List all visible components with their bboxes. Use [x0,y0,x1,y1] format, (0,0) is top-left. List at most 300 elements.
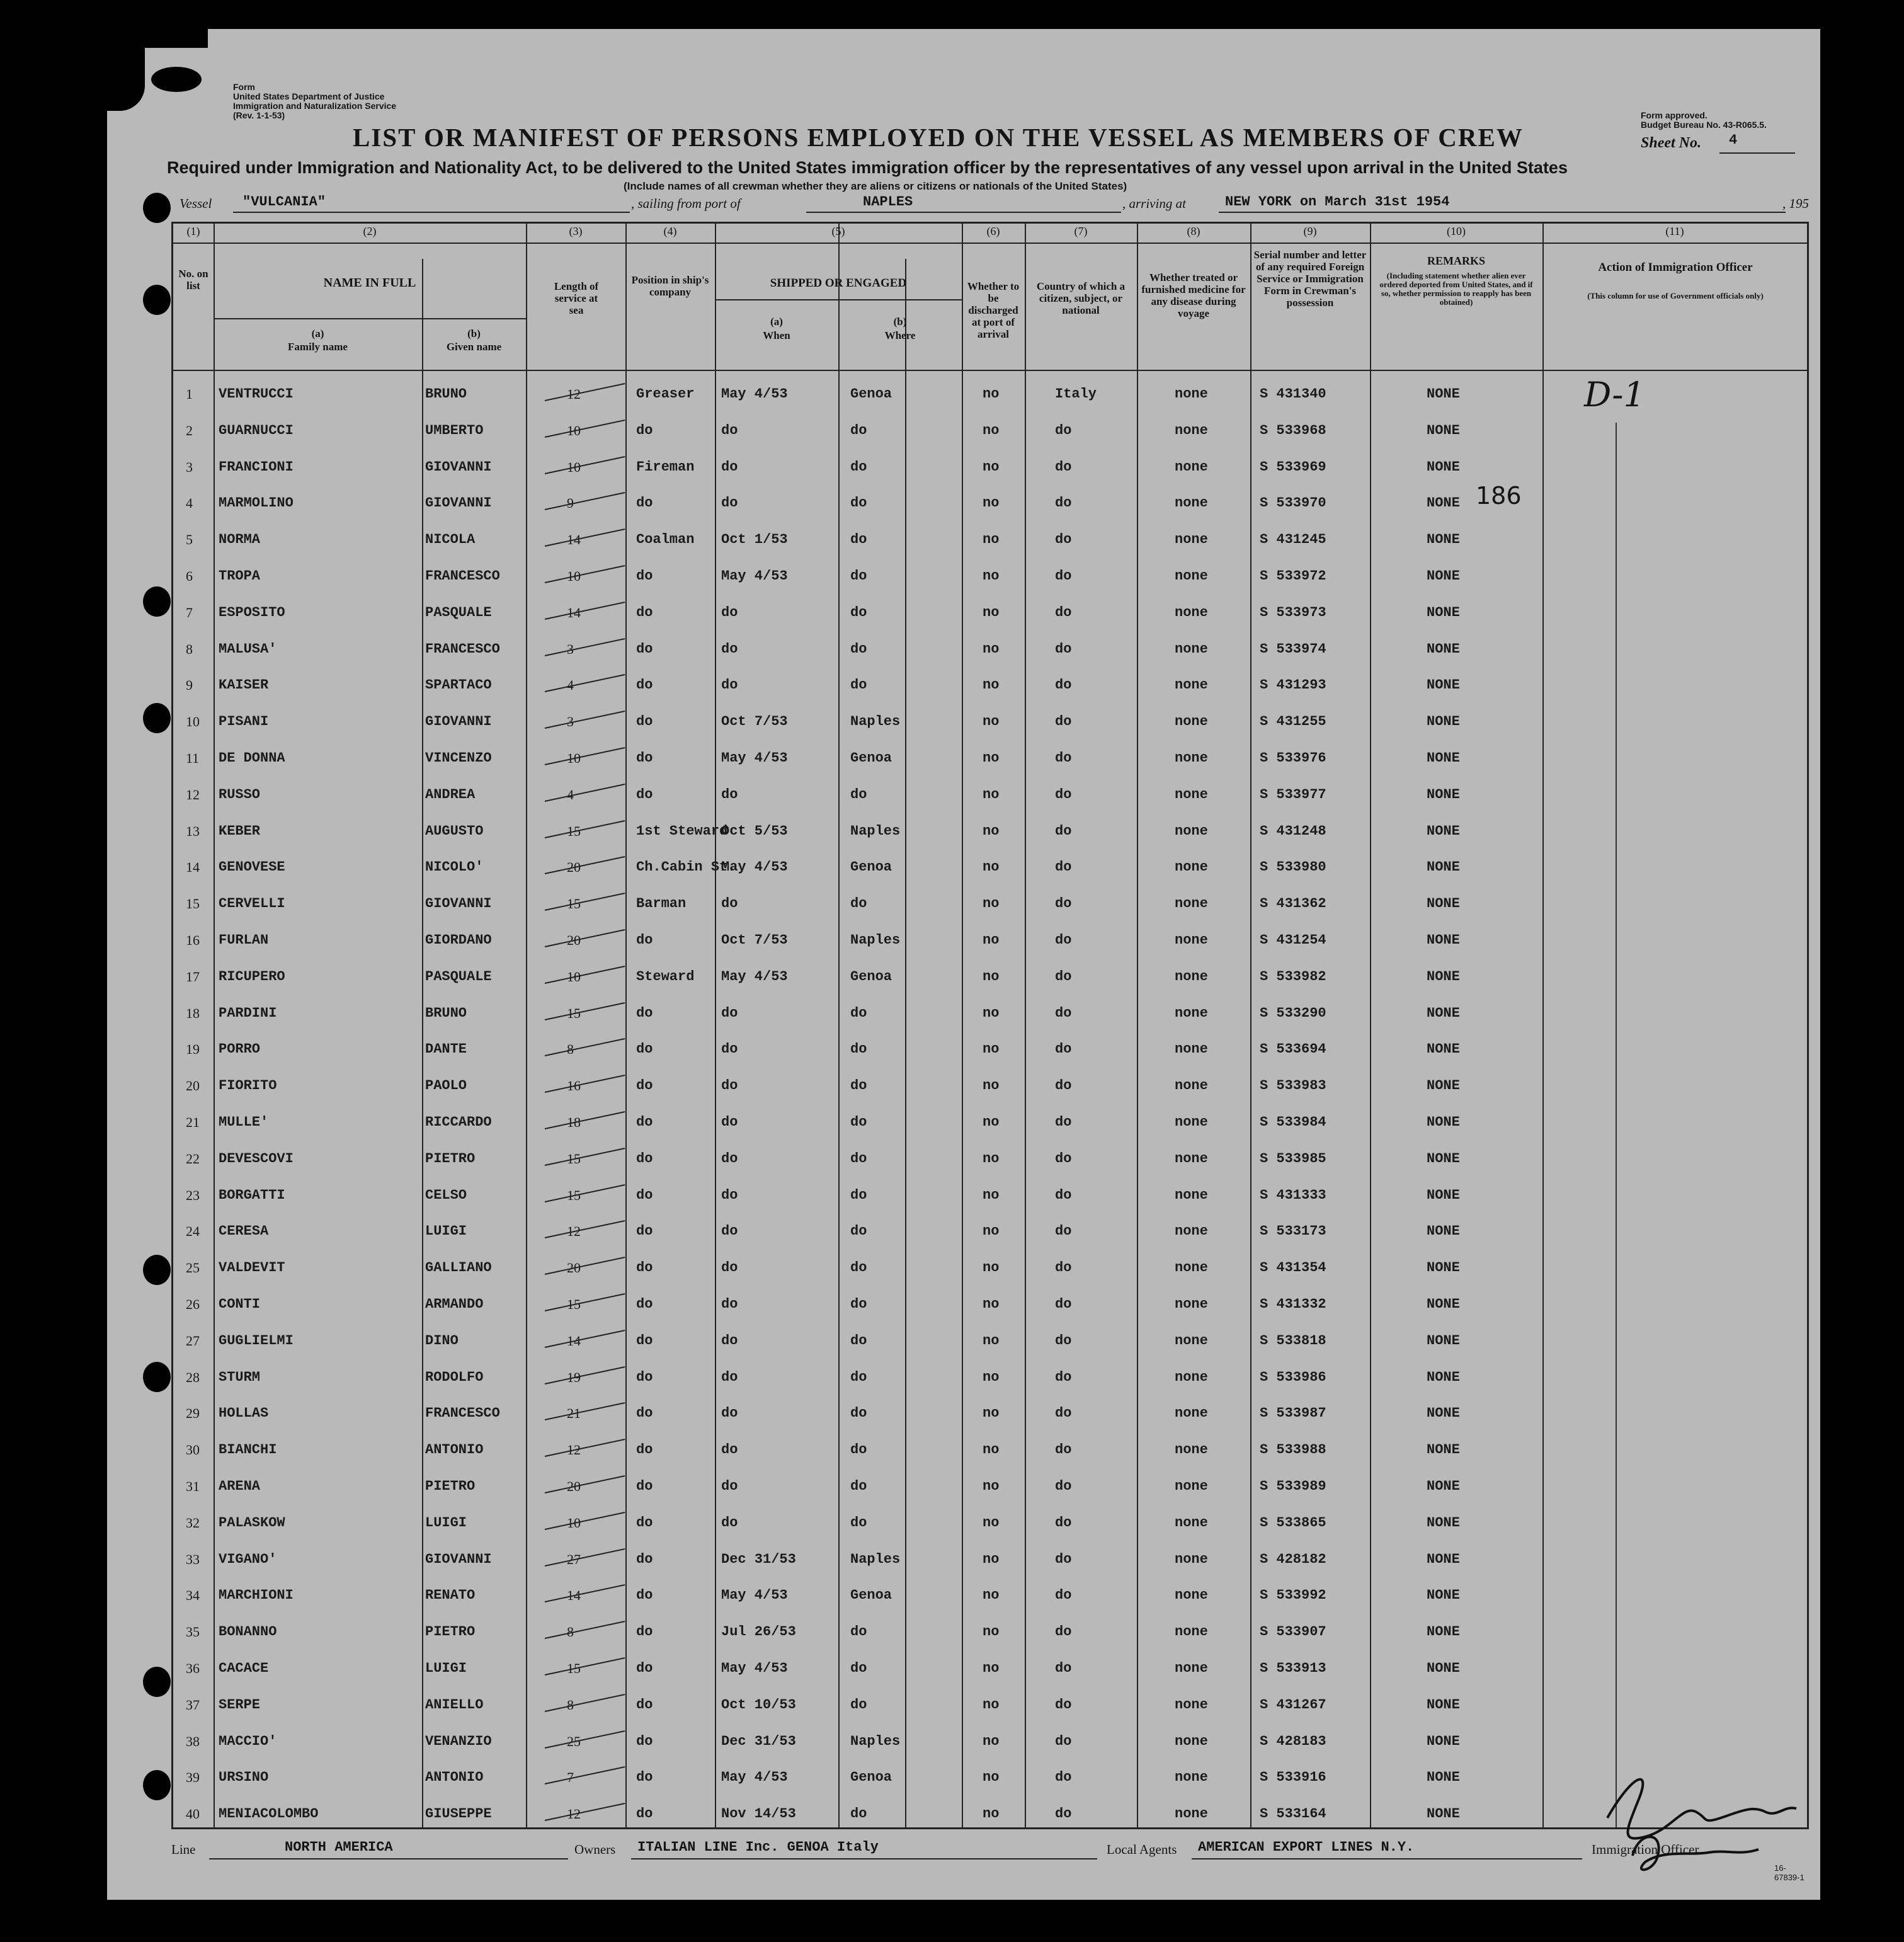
discharged-cell: no [983,1223,1000,1240]
row-number: 1 [186,386,193,402]
check-mark [545,1766,625,1785]
country-cell: do [1055,1187,1072,1203]
country-cell: do [1055,1041,1072,1058]
table-row [173,921,1807,957]
check-mark [545,565,625,583]
family-name-cell: SERPE [219,1696,261,1713]
country-cell: do [1055,1478,1072,1494]
form-id-line: United States Department of Justice [233,91,385,101]
position-cell: do [636,1041,653,1058]
family-name-cell: HOLLAS [219,1405,269,1422]
row-number: 26 [186,1296,200,1312]
given-name-cell: FRANCESCO [425,568,500,584]
family-name-cell: MARMOLINO [219,495,294,511]
page-title: LIST OR MANIFEST OF PERSONS EMPLOYED ON THE VESSEL AS MEMBERS OF CREW [353,123,1524,152]
where-cell: Naples [850,1551,901,1567]
table-row [173,812,1807,848]
remarks-cell: NONE [1427,1078,1460,1094]
remarks-cell: NONE [1427,1041,1460,1058]
given-name-cell: FRANCESCO [425,641,500,657]
row-number: 30 [186,1442,200,1458]
when-cell: May 4/53 [721,1769,788,1786]
where-cell: do [850,1369,867,1385]
col-no-11: (11) [1665,225,1684,237]
row-number: 9 [186,677,193,694]
length-of-service-cell: 15 [567,896,581,912]
row-number: 10 [186,714,200,730]
check-mark [545,492,625,510]
family-name-cell: GENOVESE [219,859,285,876]
table-row [173,1576,1807,1612]
family-name-cell: MARCHIONI [219,1587,294,1604]
table-row [173,1212,1807,1248]
when-cell: Jul 26/53 [721,1624,796,1640]
table-row [173,884,1807,920]
length-of-service-cell: 20 [567,1478,581,1494]
serial-number-cell: S 533969 [1260,459,1326,475]
remarks-cell: NONE [1427,386,1460,402]
given-name-cell: LUIGI [425,1660,467,1676]
check-mark [545,602,625,620]
medicine-cell: none [1175,932,1208,948]
table-row [173,775,1807,811]
budget-block [1641,111,1767,130]
port-value: NAPLES [863,194,913,210]
check-mark [545,1257,625,1275]
remarks-cell: NONE [1427,1551,1460,1567]
where-cell: do [850,1078,867,1094]
check-mark [545,1038,625,1056]
header-given-name: Given name [446,341,502,353]
footer-line-value: NORTH AMERICA [285,1839,393,1855]
table-row [173,375,1807,411]
country-cell: do [1055,786,1072,803]
header-medicine: Whether treated or furnished medicine for any disease during voyage [1141,271,1246,319]
discharged-cell: no [983,786,1000,803]
serial-number-cell: S 533992 [1260,1587,1326,1604]
length-of-service-cell: 12 [567,1806,581,1822]
action-annotation-d1: D-1 [1584,375,1645,414]
discharged-cell: no [983,1733,1000,1749]
row-number: 14 [186,859,200,876]
position-cell: do [636,1005,653,1021]
country-cell: do [1055,1005,1072,1021]
when-cell: do [721,1405,738,1422]
family-name-cell: CERESA [219,1223,269,1240]
where-cell: do [850,1187,867,1203]
row-number: 17 [186,968,200,985]
remarks-cell: NONE [1427,968,1460,985]
table-row [173,1248,1807,1284]
medicine-cell: none [1175,677,1208,694]
header-remarks-note: (Including statement whether alien ever ordered deported from United States, and if so, whether permission to reapply has been obtained) [1379,271,1533,307]
row-number: 39 [186,1769,200,1786]
where-cell: do [850,896,867,912]
when-cell: Nov 14/53 [721,1806,796,1822]
row-number: 40 [186,1806,200,1822]
punch-hole [143,193,171,223]
medicine-cell: none [1175,1114,1208,1130]
table-row [173,957,1807,993]
length-of-service-cell: 27 [567,1551,581,1567]
discharged-cell: no [983,1187,1000,1203]
page-subnote: (Include names of all crewman whether they are aliens or citizens or nationals of the United States) [624,180,1127,192]
table-row [173,1467,1807,1503]
country-cell: do [1055,932,1072,948]
country-cell: do [1055,1442,1072,1458]
country-cell: do [1055,1806,1072,1822]
length-of-service-cell: 16 [567,1078,581,1094]
serial-number-cell: S 431332 [1260,1296,1326,1312]
col-no-6: (6) [986,225,1000,237]
medicine-cell: none [1175,386,1208,402]
serial-number-cell: S 533970 [1260,495,1326,511]
medicine-cell: none [1175,1260,1208,1276]
given-name-cell: BRUNO [425,1005,467,1021]
when-cell: do [721,1078,738,1094]
length-of-service-cell: 15 [567,1150,581,1167]
row-number: 32 [186,1514,200,1531]
family-name-cell: RICUPERO [219,968,285,985]
discharged-cell: no [983,532,1000,548]
position-cell: do [636,1405,653,1422]
given-name-cell: PASQUALE [425,604,492,620]
manifest-footer [171,1831,1809,1882]
where-cell: do [850,1660,867,1676]
family-name-cell: CACACE [219,1660,269,1676]
when-cell: May 4/53 [721,386,788,402]
given-name-cell: UMBERTO [425,422,484,438]
length-of-service-cell: 14 [567,1587,581,1604]
given-name-cell: VINCENZO [425,750,492,766]
remarks-cell: NONE [1427,1806,1460,1822]
check-mark [545,1621,625,1639]
when-cell: May 4/53 [721,568,788,584]
given-name-cell: DANTE [425,1041,467,1058]
header-position: Position in ship's company [631,274,709,298]
position-cell: do [636,1660,653,1676]
arriving-label: , arriving at [1122,196,1186,211]
length-of-service-cell: 14 [567,1332,581,1349]
when-cell: do [721,1223,738,1240]
medicine-cell: none [1175,1624,1208,1640]
check-mark [545,1220,625,1238]
discharged-cell: no [983,714,1000,730]
punch-hole [143,1770,171,1800]
length-of-service-cell: 15 [567,823,581,839]
remarks-cell: NONE [1427,859,1460,876]
discharged-cell: no [983,1332,1000,1349]
given-name-cell: VENANZIO [425,1733,492,1749]
remarks-cell: NONE [1427,1005,1460,1021]
position-cell: do [636,1514,653,1531]
where-cell: Genoa [850,1587,892,1604]
serial-number-cell: S 533984 [1260,1114,1326,1130]
where-cell: do [850,604,867,620]
check-mark [545,1439,625,1457]
shipped-subrule [715,299,962,300]
discharged-cell: no [983,386,1000,402]
row-number: 35 [186,1624,200,1640]
remarks-cell: NONE [1427,1514,1460,1531]
family-name-cell: GUGLIELMI [219,1332,294,1349]
length-of-service-cell: 15 [567,1296,581,1312]
row-number: 20 [186,1078,200,1094]
footer-owners-value: ITALIAN LINE Inc. GENOA Italy [637,1839,879,1855]
length-of-service-cell: 15 [567,1187,581,1203]
where-cell: do [850,1442,867,1458]
discharged-cell: no [983,968,1000,985]
when-cell: May 4/53 [721,1587,788,1604]
serial-number-cell: S 533985 [1260,1150,1326,1167]
remarks-cell: NONE [1427,1332,1460,1349]
length-of-service-cell: 20 [567,932,581,948]
when-cell: do [721,1514,738,1531]
position-cell: do [636,1769,653,1786]
serial-number-cell: S 431340 [1260,386,1326,402]
check-mark [545,674,625,692]
length-of-service-cell: 10 [567,568,581,584]
discharged-cell: no [983,1005,1000,1021]
serial-number-cell: S 533974 [1260,641,1326,657]
medicine-cell: none [1175,1660,1208,1676]
given-name-cell: GIORDANO [425,932,492,948]
country-cell: do [1055,1587,1072,1604]
country-cell: do [1055,1332,1072,1349]
country-cell: do [1055,1260,1072,1276]
length-of-service-cell: 21 [567,1405,581,1422]
country-cell: do [1055,1114,1072,1130]
length-of-service-cell: 20 [567,1260,581,1276]
length-of-service-cell: 4 [567,677,574,694]
country-cell: do [1055,859,1072,876]
remarks-cell: NONE [1427,1624,1460,1640]
remarks-cell: NONE [1427,1660,1460,1676]
discharged-cell: no [983,1114,1000,1130]
position-cell: do [636,495,653,511]
form-id-line: Immigration and Naturalization Service [233,101,397,111]
row-number: 31 [186,1478,200,1494]
table-row [173,1722,1807,1758]
discharged-cell: no [983,1624,1000,1640]
where-cell: do [850,1041,867,1058]
table-row [173,1066,1807,1102]
discharged-cell: no [983,1478,1000,1494]
where-cell: Genoa [850,968,892,985]
serial-number-cell: S 533987 [1260,1405,1326,1422]
col-no-3: (3) [569,225,583,237]
header-country: Country of which a citizen, subject, or national [1036,280,1126,316]
serial-number-cell: S 431254 [1260,932,1326,948]
check-mark [545,1548,625,1567]
row-number: 23 [186,1187,200,1203]
position-cell: do [636,422,653,438]
medicine-cell: none [1175,641,1208,657]
torn-corner-left [107,29,145,111]
family-name-cell: ESPOSITO [219,604,285,620]
length-of-service-cell: 8 [567,1624,574,1640]
remarks-cell: NONE [1427,677,1460,694]
form-id-line: (Rev. 1-1-53) [233,110,285,120]
serial-number-cell: S 533916 [1260,1769,1326,1786]
check-mark [545,1730,625,1749]
remarks-cell: NONE [1427,714,1460,730]
given-name-cell: GIOVANNI [425,896,492,912]
given-name-cell: PIETRO [425,1624,476,1640]
table-row [173,1540,1807,1576]
country-cell: do [1055,1769,1072,1786]
serial-number-cell: S 431293 [1260,677,1326,694]
medicine-cell: none [1175,1223,1208,1240]
position-cell: do [636,1150,653,1167]
length-of-service-cell: 12 [567,386,581,402]
table-row [173,1322,1807,1357]
row-number: 7 [186,604,193,620]
country-cell: do [1055,714,1072,730]
given-name-cell: RICCARDO [425,1114,492,1130]
given-name-cell: GIOVANNI [425,459,492,475]
punch-hole [143,1255,171,1285]
position-cell: do [636,1260,653,1276]
medicine-cell: none [1175,532,1208,548]
discharged-cell: no [983,1150,1000,1167]
given-name-cell: ARMANDO [425,1296,484,1312]
table-row [173,520,1807,556]
table-row [173,1285,1807,1321]
medicine-cell: none [1175,422,1208,438]
length-of-service-cell: 10 [567,1514,581,1531]
table-row [173,994,1807,1030]
when-cell: Oct 5/53 [721,823,788,839]
remarks-cell: NONE [1427,1733,1460,1749]
header-where: Where [884,329,916,341]
given-name-cell: ANTONIO [425,1442,484,1458]
medicine-cell: none [1175,1478,1208,1494]
serial-number-cell: S 428182 [1260,1551,1326,1567]
table-row [173,666,1807,702]
discharged-cell: no [983,1078,1000,1094]
remarks-cell: NONE [1427,1696,1460,1713]
when-cell: do [721,677,738,694]
serial-number-cell: S 533983 [1260,1078,1326,1094]
discharged-cell: no [983,896,1000,912]
when-cell: May 4/53 [721,750,788,766]
when-cell: do [721,786,738,803]
country-cell: do [1055,1405,1072,1422]
medicine-cell: none [1175,823,1208,839]
budget-bureau: Budget Bureau No. 43-R065.5. [1641,120,1767,130]
position-cell: do [636,641,653,657]
family-name-cell: URSINO [219,1769,269,1786]
where-cell: do [850,495,867,511]
check-mark [545,711,625,729]
col-no-4: (4) [663,225,677,237]
row-number: 13 [186,823,200,839]
medicine-cell: none [1175,1806,1208,1822]
table-row [173,1103,1807,1139]
row-number: 24 [186,1223,200,1240]
row-number: 29 [186,1405,200,1422]
footer-officer-label: Immigration Officer [1592,1842,1699,1857]
where-cell: do [850,1514,867,1531]
country-cell: do [1055,1369,1072,1385]
check-mark [545,383,625,401]
table-row [173,1758,1807,1794]
punch-hole [143,285,171,315]
row-number: 12 [186,786,200,803]
remarks-cell: NONE [1427,1405,1460,1422]
family-name-cell: MALUSA' [219,641,277,657]
serial-number-cell: S 533913 [1260,1660,1326,1676]
punch-hole [143,1667,171,1697]
discharged-cell: no [983,1660,1000,1676]
check-mark [545,1293,625,1311]
position-cell: do [636,1114,653,1130]
where-cell: do [850,1296,867,1312]
serial-number-cell: S 533818 [1260,1332,1326,1349]
when-cell: do [721,641,738,657]
discharged-cell: no [983,932,1000,948]
given-name-cell: CELSO [425,1187,467,1203]
row-number: 25 [186,1260,200,1276]
given-name-cell: FRANCESCO [425,1405,500,1422]
where-cell: do [850,1150,867,1167]
where-cell: do [850,1005,867,1021]
where-cell: do [850,1260,867,1276]
given-name-cell: RODOLFO [425,1369,484,1385]
family-name-cell: VALDEVIT [219,1260,285,1276]
position-cell: Fireman [636,459,695,475]
serial-number-cell: S 431267 [1260,1696,1326,1713]
medicine-cell: none [1175,1769,1208,1786]
discharged-cell: no [983,1442,1000,1458]
length-of-service-cell: 9 [567,495,574,511]
footer-owners-label: Owners [574,1842,616,1857]
position-cell: do [636,1624,653,1640]
country-cell: do [1055,532,1072,548]
length-of-service-cell: 10 [567,750,581,766]
discharged-cell: no [983,1296,1000,1312]
medicine-cell: none [1175,859,1208,876]
serial-number-cell: S 533980 [1260,859,1326,876]
remarks-cell: NONE [1427,1114,1460,1130]
when-cell: do [721,422,738,438]
when-cell: do [721,1114,738,1130]
name-subrule [214,318,526,319]
where-cell: Naples [850,714,901,730]
check-mark [545,1803,625,1821]
where-cell: do [850,422,867,438]
serial-number-cell: S 533977 [1260,786,1326,803]
given-name-cell: NICOLO' [425,859,484,876]
given-name-cell: PIETRO [425,1478,476,1494]
length-of-service-cell: 10 [567,968,581,985]
medicine-cell: none [1175,1733,1208,1749]
header-where-b: (b) [893,316,907,328]
table-row [173,1431,1807,1466]
remarks-cell: NONE [1427,459,1460,475]
family-name-cell: TROPA [219,568,261,584]
footer-agents-rule [1192,1858,1582,1859]
where-cell: Naples [850,932,901,948]
remarks-cell: NONE [1427,932,1460,948]
country-cell: do [1055,677,1072,694]
where-cell: do [850,532,867,548]
where-cell: do [850,786,867,803]
family-name-cell: KEBER [219,823,261,839]
position-cell: 1st Steward [636,823,728,839]
medicine-cell: none [1175,1369,1208,1385]
